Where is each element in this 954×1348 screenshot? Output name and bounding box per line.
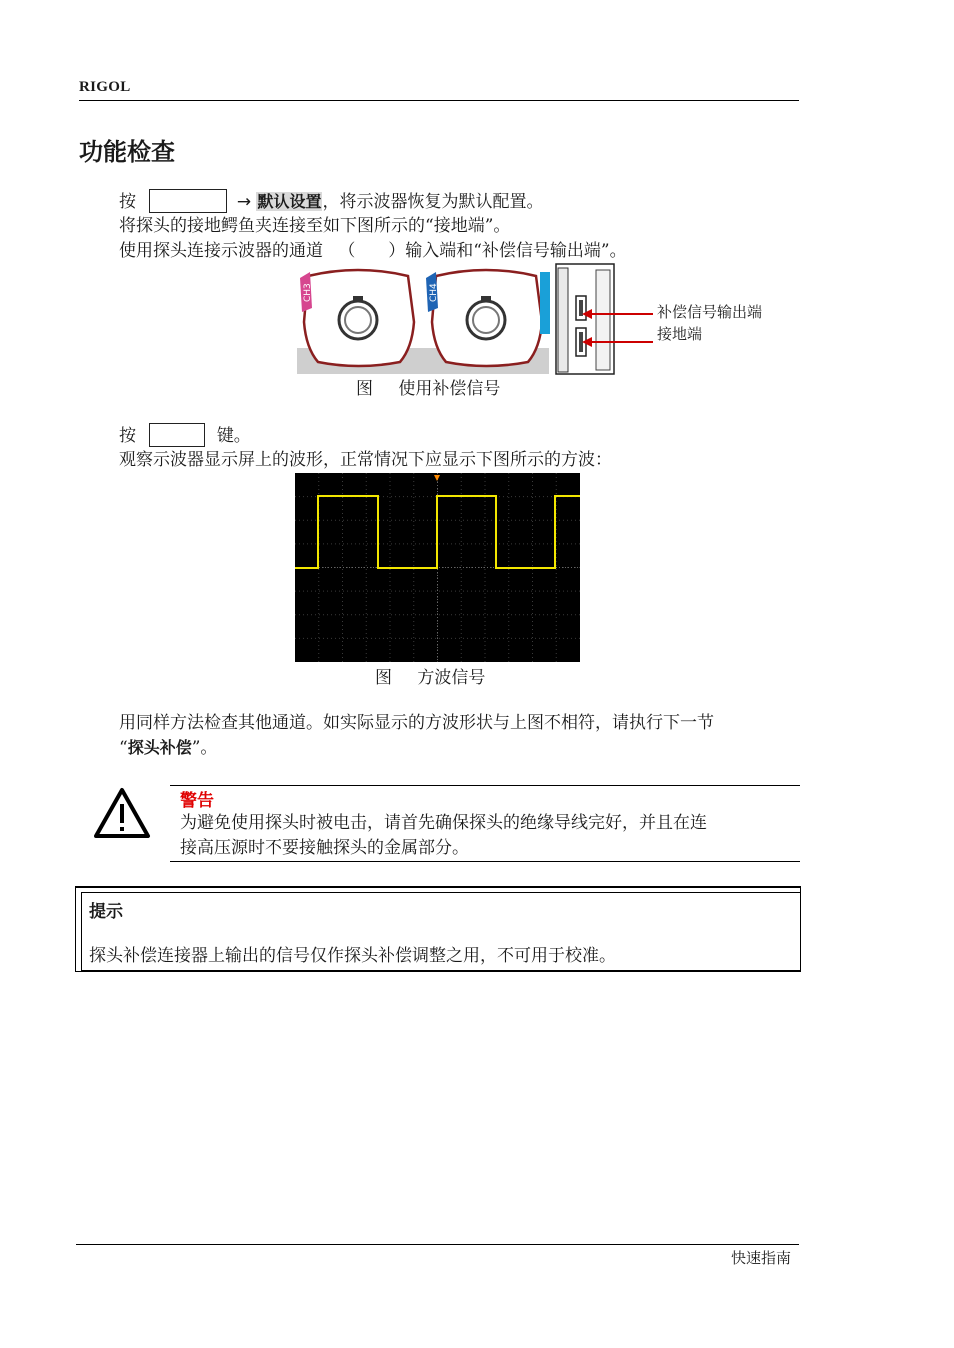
footer-rule [76,1244,799,1245]
figure1-caption [356,374,500,399]
check-other-line-1: 用同样方法检查其他通道。如实际显示的方波形状与上图不相符，请执行下一节 [119,713,714,733]
default-setup-label: 默认设置 [257,192,322,211]
tip-text: 探头补偿连接器上输出的信号仅作探头补偿调整之用，不可用于校准。 [89,946,616,966]
warning-text-line-1: 为避免使用探头时被电击，请首先确保探头的绝缘导线完好，并且在连 [180,813,707,833]
check-other-line-2 [119,736,217,760]
figure1-caption-text: 使用补偿信号 [398,379,501,399]
brand-name: RIGOL [79,79,131,95]
footer-text: 快速指南 [731,1249,792,1267]
figure2-caption-text: 方波信号 [417,668,486,688]
ch3-label: CH3 [303,283,313,302]
paren-open: （ [338,241,356,261]
comp-output-label: 补偿信号输出端 [657,303,763,321]
warning-triangle-icon [93,787,151,839]
press-key-line [119,423,251,448]
paren-close: ） [388,241,406,261]
key-placeholder-storage [149,189,227,213]
press-prefix: 按 [119,192,136,212]
step-line-1-suffix: ，将示波器恢复为默认配置。 [322,192,544,212]
header-rule [79,100,799,101]
step-line-3 [119,239,627,263]
ch4-connector [426,270,542,366]
key-placeholder-auto [149,423,205,447]
warning-top-rule [170,785,800,786]
ground-label: 接地端 [657,325,703,343]
ch3-connector [300,270,414,366]
tip-title: 提示 [89,902,123,922]
warning-title: 警告 [180,791,214,811]
step-line-2: 将探头的接地鳄鱼夹连接至如下图所示的“接地端”。 [119,216,511,236]
press-key-suffix: 键。 [216,426,251,446]
step-line-3-prefix: 使用探头连接示波器的通道 [119,241,323,261]
figure2-caption [375,663,485,688]
figure2-caption-prefix: 图 [375,668,392,688]
quote-open: “ [119,738,128,758]
warning-bottom-rule [170,861,800,862]
quote-close: ”。 [191,738,218,758]
press-key-prefix: 按 [119,426,136,446]
ch4-label: CH4 [429,283,439,302]
warning-text-line-2: 接高压源时不要接触探头的金属部分。 [180,838,469,858]
arrow-icon: → [236,192,252,212]
step-line-3-suffix: 输入端和“补偿信号输出端”。 [405,241,627,261]
step-line-1 [119,189,543,214]
square-wave-screen [295,473,580,662]
page-title: 功能检查 [79,138,175,166]
probe-compensation-link: 探头补偿 [127,738,192,757]
side-panel-edge [540,272,550,334]
figure1-caption-prefix: 图 [356,379,373,399]
probe-connection-figure [296,262,656,376]
observe-line: 观察示波器显示屏上的波形，正常情况下应显示下图所示的方波： [119,450,612,470]
